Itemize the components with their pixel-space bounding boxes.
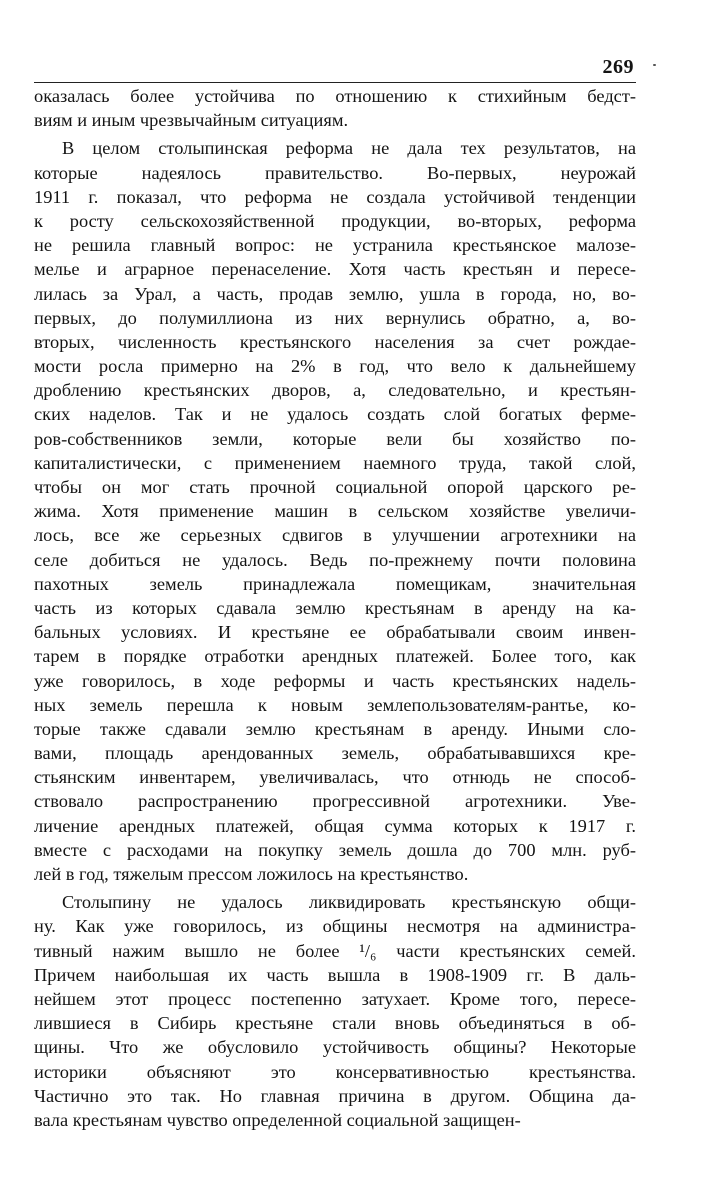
- text-line: вместе с расходами на покупку земель дошла до 700 млн. руб-: [34, 839, 636, 860]
- text-line: бальных условиях. И крестьяне ее обрабатывали своим инвен-: [34, 622, 636, 643]
- text-line: Частично это так. Но главная причина в другом. Община да-: [34, 1085, 636, 1106]
- text-line: вами, площадь арендованных земель, обрабатывавшихся кре-: [34, 743, 636, 764]
- text-line: личение арендных платежей, общая сумма которых к 1917 г.: [34, 815, 636, 836]
- text-line: которые надеялось правительство. Во-первых, неурожай: [34, 162, 636, 183]
- text-line: Столыпину не удалось ликвидировать крестьянскую общи-: [62, 892, 636, 913]
- text-line: чтобы он мог стать прочной социальной опорой царского ре-: [34, 477, 636, 497]
- text-line: ствовало распространению прогрессивной агротехники. Уве-: [34, 791, 636, 812]
- text-line: вторых, численность крестьянского населения за счет рождае-: [34, 331, 636, 352]
- text-line: тивный нажим вышло не более ¹/₆ части крестьянских семей.: [34, 940, 636, 961]
- text-line: стьянским инвентарем, увеличивалась, что отнюдь не способ-: [34, 767, 636, 788]
- text-line: ну. Как уже говорилось, из общины несмотря на администра-: [34, 916, 636, 937]
- text-line: лившиеся в Сибирь крестьяне стали вновь объединяться в об-: [34, 1013, 636, 1034]
- scan-speck: [653, 64, 656, 66]
- text-line: первых, до полумиллиона из них вернулись обратно, а, во-: [34, 307, 636, 328]
- paragraph: [34, 890, 636, 1132]
- page-number: 269: [602, 56, 634, 78]
- text-line: оказалась более устойчива по отношению к стихийным бедст-: [34, 86, 636, 106]
- text-line: щины. Что же обусловило устойчивость общины? Некоторые: [34, 1037, 636, 1058]
- text-line: вала крестьянам чувство определенной социальной защищен-: [34, 1109, 521, 1130]
- text-line: мелье и аграрное перенаселение. Хотя часть крестьян и пересе-: [34, 259, 636, 280]
- text-line: к росту сельскохозяйственной продукции, во-вторых, реформа: [34, 210, 636, 231]
- header-rule: [34, 82, 636, 83]
- text-line: В целом столыпинская реформа не дала тех результатов, на: [62, 138, 636, 159]
- text-line: виям и иным чрезвычайным ситуациям.: [34, 110, 349, 131]
- text-line: не решила главный вопрос: не устранила крестьянское малозе-: [34, 235, 636, 256]
- paragraph: [34, 136, 636, 886]
- text-line: часть из которых сдавала землю крестьянам в аренду на ка-: [34, 597, 636, 618]
- paragraph: [34, 84, 636, 132]
- text-line: селе добиться не удалось. Ведь по-прежнему почти половина: [34, 549, 636, 570]
- body-text: [34, 84, 636, 1132]
- text-line: лилась за Урал, а часть, продав землю, ушла в города, но, во-: [34, 283, 636, 304]
- text-line: жима. Хотя применение машин в сельском хозяйстве увеличи-: [34, 501, 636, 522]
- text-line: 1911 г. показал, что реформа не создала устойчивой тенденции: [34, 186, 636, 207]
- text-line: ров-собственников земли, которые вели бы хозяйство по-: [34, 428, 636, 449]
- text-line: нейшем этот процесс постепенно затухает. Кроме того, пересе-: [34, 988, 636, 1009]
- text-line: мости росла примерно на 2% в год, что вело к дальнейшему: [34, 356, 636, 377]
- text-line: ских наделов. Так и не удалось создать слой богатых ферме-: [34, 404, 636, 425]
- text-line: Причем наибольшая их часть вышла в 1908-1909 гг. В даль-: [34, 964, 636, 985]
- text-line: уже говорилось, в ходе реформы и часть крестьянских надель-: [34, 670, 636, 691]
- text-line: историки объясняют это консервативностью крестьянства.: [34, 1061, 636, 1082]
- text-line: торые также сдавали землю крестьянам в аренду. Иными сло-: [34, 718, 636, 739]
- text-line: ных земель перешла к новым землепользователям-рантье, ко-: [34, 694, 636, 715]
- text-line: лей в год, тяжелым прессом ложилось на крестьянство.: [34, 864, 469, 884]
- text-line: капиталистически, с применением наемного труда, такой слой,: [34, 452, 636, 473]
- text-line: дроблению крестьянских дворов, а, следовательно, и крестьян-: [34, 380, 636, 401]
- text-line: пахотных земель принадлежала помещикам, значительная: [34, 573, 636, 594]
- text-line: лось, все же серьезных сдвигов в улучшении агротехники на: [34, 525, 636, 546]
- text-line: тарем в порядке отработки арендных платежей. Более того, как: [34, 646, 636, 667]
